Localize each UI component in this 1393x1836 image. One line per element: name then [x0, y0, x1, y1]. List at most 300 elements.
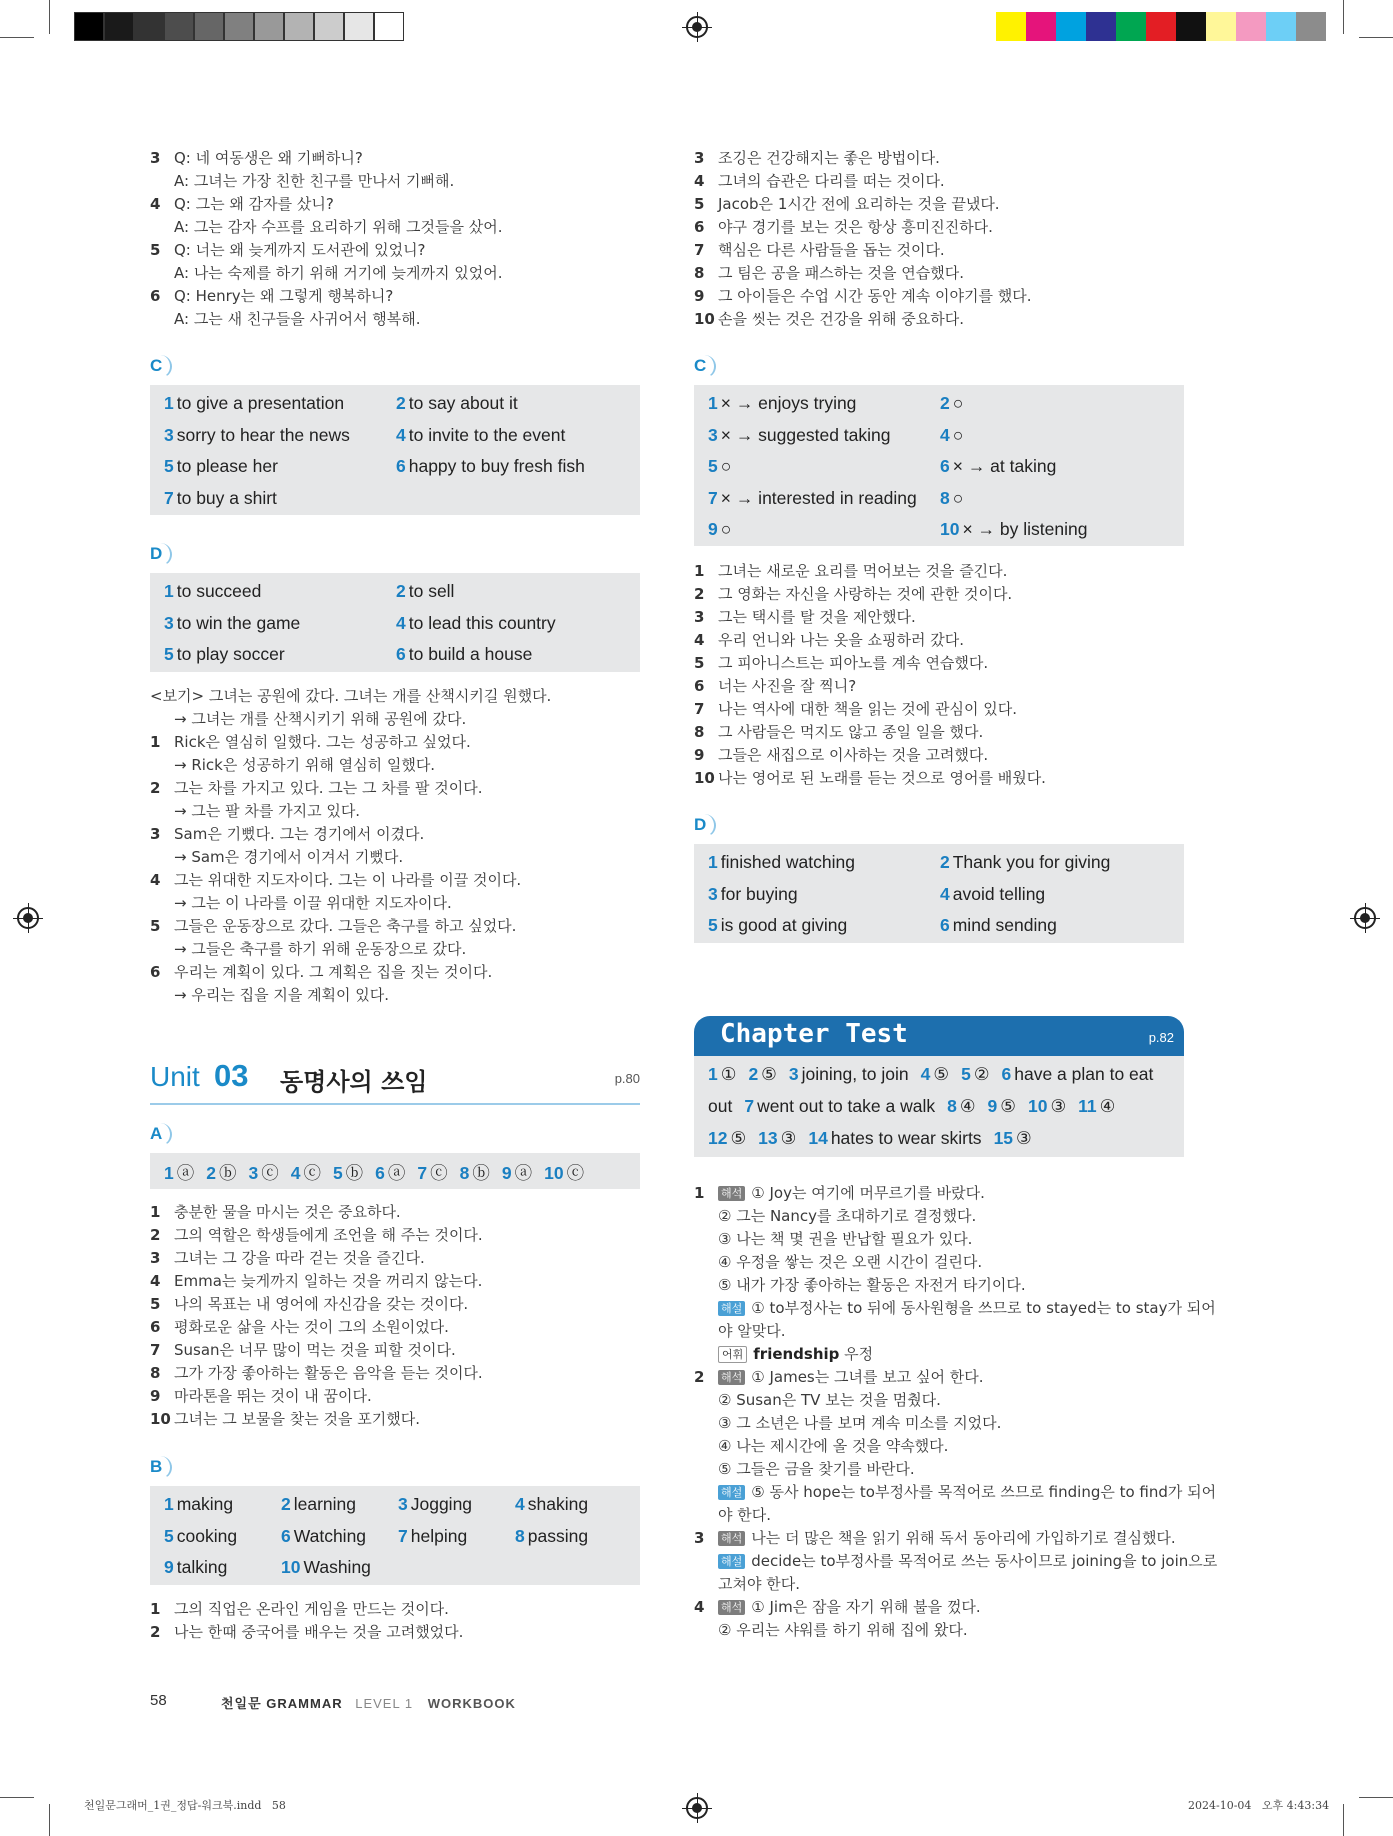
line-text: 그들은 새집으로 이사하는 것을 고려했다. — [718, 746, 989, 764]
line-text: Sam은 기뻤다. 그는 경기에서 이겼다. — [174, 825, 425, 843]
answer-item — [281, 1526, 366, 1547]
answer-number: 1 — [164, 1494, 174, 1514]
line-text: 야구 경기를 보는 것은 항상 흥미진진하다. — [718, 218, 993, 236]
unit-title: 동명사의 쓰임 — [280, 1068, 428, 1096]
text-line — [694, 193, 1000, 216]
line-text: 우정 — [839, 1345, 874, 1363]
line-text: 손을 씻는 것은 건강을 위해 중요하다. — [718, 310, 964, 328]
answer-text: helping — [410, 1525, 468, 1546]
text-line — [694, 170, 945, 193]
answer-item — [291, 1163, 321, 1183]
text-line — [694, 560, 1007, 583]
answer-text: ⑤ — [761, 1064, 777, 1084]
text-line — [150, 846, 403, 869]
line-text: ③ 그 소년은 나를 보며 계속 미소를 지었다. — [718, 1414, 1002, 1432]
text-line — [150, 823, 424, 846]
line-text: 그는 위대한 지도자이다. 그는 이 나라를 이끌 것이다. — [174, 871, 522, 889]
line-text: 그가 가장 좋아하는 활동은 음악을 듣는 것이다. — [174, 1364, 483, 1382]
line-number: 3 — [694, 149, 705, 167]
answer-text: ○ — [720, 519, 732, 539]
answer-number: 8 — [940, 487, 950, 508]
text-line — [150, 216, 503, 239]
answer-text: ⑤ — [730, 1128, 747, 1148]
unit-page-ref: p.80 — [614, 1071, 640, 1086]
text-line — [150, 1385, 372, 1408]
answer-text: passing — [527, 1525, 589, 1546]
line-number: 3 — [150, 1249, 161, 1267]
answer-item — [789, 1064, 909, 1084]
section-d-label: D — [149, 543, 172, 566]
answer-number: 6 — [375, 1163, 385, 1183]
answer-item — [248, 1163, 278, 1183]
text-line — [150, 1201, 401, 1224]
line-number: 9 — [694, 746, 705, 764]
answer-number: 7 — [164, 487, 174, 508]
text-line — [150, 1339, 456, 1362]
answer-item — [396, 456, 585, 477]
answer-item — [1002, 1064, 1154, 1084]
text-line — [150, 1362, 483, 1385]
answer-number: 2 — [748, 1064, 759, 1084]
text-line — [150, 262, 503, 285]
answer-item — [164, 393, 344, 414]
answer-text: to invite to the event — [408, 424, 566, 445]
answer-item — [164, 1494, 233, 1515]
answer-number: 3 — [164, 424, 174, 445]
answer-number: 8 — [947, 1096, 957, 1116]
crop-mark — [49, 0, 50, 34]
line-number: 7 — [150, 1341, 161, 1359]
explanation-tag: 해석 — [718, 1186, 745, 1201]
answer-number: 7 — [744, 1096, 755, 1116]
answer-text: ① — [720, 1064, 737, 1084]
answer-item — [1028, 1096, 1066, 1116]
text-line — [150, 731, 471, 754]
line-text: ② 그는 Nancy를 초대하기로 결정했다. — [718, 1207, 977, 1225]
line-text: 그 영화는 자신을 사랑하는 것에 관한 것이다. — [718, 585, 1013, 603]
text-line — [694, 1458, 915, 1481]
text-line — [150, 1247, 425, 1270]
line-text: → 우리는 집을 지을 계획이 있다. — [174, 986, 390, 1004]
line-text: → Sam은 경기에서 이겨서 기뻤다. — [174, 848, 404, 866]
text-line — [150, 892, 452, 915]
answer-number: 3 — [248, 1163, 259, 1183]
gray-swatch — [134, 12, 164, 41]
text-line — [150, 1224, 483, 1247]
section-d-answer-box — [694, 844, 1184, 943]
line-number: 6 — [150, 1318, 161, 1336]
answer-item — [164, 581, 261, 602]
crop-mark — [0, 37, 34, 38]
answer-number: 5 — [708, 456, 718, 476]
answer-number: 3 — [398, 1494, 408, 1514]
text-line — [694, 1205, 976, 1228]
text-line — [694, 1274, 1026, 1297]
answer-text: to lead this country — [408, 612, 556, 633]
text-line — [150, 285, 393, 308]
answer-number: 15 — [993, 1128, 1014, 1148]
crop-mark — [49, 1804, 50, 1836]
line-text: Rick은 열심히 일했다. 그는 성공하고 싶었다. — [174, 733, 471, 751]
line-text: → 그는 이 나라를 이끌 위대한 지도자이다. — [174, 894, 452, 912]
line-number: 4 — [694, 172, 705, 190]
text-line — [150, 777, 483, 800]
text-line — [694, 767, 1046, 790]
answer-text: ○ — [720, 456, 732, 476]
unit-header — [150, 1057, 640, 1105]
text-line — [694, 147, 940, 170]
section-b-label: B — [149, 1456, 172, 1479]
answer-number: 13 — [758, 1128, 778, 1148]
text-line — [150, 1293, 468, 1316]
line-text: 그는 택시를 탈 것을 제안했다. — [718, 608, 916, 626]
line-number: 5 — [150, 917, 161, 935]
gray-swatch — [374, 12, 404, 41]
footer-level: LEVEL 1 — [355, 1696, 414, 1711]
answer-text: × → by listening — [962, 519, 1088, 539]
text-line — [694, 1389, 941, 1412]
answer-item — [164, 456, 278, 477]
text-line — [694, 1504, 771, 1527]
footer-book-title — [221, 1693, 516, 1712]
answer-number: 2 — [281, 1494, 291, 1514]
gray-swatch — [224, 12, 254, 41]
page-number: 58 — [150, 1692, 167, 1709]
answer-number: 9 — [987, 1096, 998, 1116]
answer-item — [940, 915, 1057, 936]
text-line — [694, 1228, 972, 1251]
registration-mark-icon — [686, 16, 708, 38]
answer-number: 6 — [281, 1525, 291, 1546]
answer-text: ⓒ — [566, 1163, 585, 1183]
line-text: → 그는 팔 차를 가지고 있다. — [174, 802, 361, 820]
section-c-label: C — [149, 355, 172, 378]
line-text: ① Jim은 잠을 자기 위해 불을 껐다. — [751, 1598, 981, 1616]
answer-text: happy to buy fresh fish — [408, 456, 585, 476]
answer-text: cooking — [176, 1525, 238, 1546]
text-line — [694, 262, 964, 285]
line-text: → Rick은 성공하기 위해 열심히 일했다. — [174, 756, 436, 774]
line-text: ④ 나는 제시간에 올 것을 약속했다. — [718, 1437, 949, 1455]
answer-number: 3 — [708, 883, 718, 904]
answer-text: Washing — [303, 1557, 371, 1577]
line-text: 너는 사진을 잘 찍니? — [718, 677, 857, 695]
text-line — [150, 800, 360, 823]
answer-text: ⓒ — [303, 1163, 321, 1183]
text-line — [150, 170, 454, 193]
line-text: 그녀의 습관은 다리를 떠는 것이다. — [718, 172, 945, 190]
answer-text: ⓒ — [261, 1163, 279, 1183]
color-swatch — [1086, 12, 1116, 41]
line-text: 핵심은 다른 사람들을 돕는 것이다. — [718, 241, 945, 259]
section-c-answer-box — [694, 385, 1184, 546]
answer-item — [708, 519, 731, 540]
answer-text: ④ — [1099, 1096, 1116, 1116]
answer-item — [708, 852, 855, 873]
line-number: 1 — [694, 1184, 705, 1202]
line-text: 고쳐야 한다. — [718, 1575, 800, 1593]
explanation-tag: 해석 — [718, 1370, 745, 1385]
answer-number: 8 — [459, 1163, 470, 1183]
gray-swatch — [314, 12, 344, 41]
color-swatch — [1296, 12, 1326, 41]
registration-mark-icon — [686, 1797, 708, 1819]
answer-number: 1 — [164, 393, 174, 413]
answer-text: have a plan to eat — [1014, 1064, 1154, 1084]
answer-text: ⓑ — [218, 1163, 237, 1183]
answer-item — [396, 425, 565, 446]
answer-number: 5 — [164, 1525, 174, 1546]
line-text: ① Joy는 여기에 머무르기를 바랐다. — [751, 1184, 985, 1202]
answer-number: 6 — [396, 644, 406, 664]
line-number: 1 — [150, 1203, 161, 1221]
line-text: ③ 나는 책 몇 권을 반납할 필요가 있다. — [718, 1230, 973, 1248]
answer-number: 1 — [164, 1163, 174, 1183]
answer-number: 11 — [1078, 1096, 1097, 1116]
answer-row — [708, 1064, 1165, 1085]
answer-item — [947, 1096, 975, 1116]
text-line — [694, 1320, 786, 1343]
line-text: 나는 더 많은 책을 읽기 위해 독서 동아리에 가입하기로 결심했다. — [751, 1529, 1176, 1547]
answer-item — [398, 1526, 467, 1547]
answer-text: to say about it — [408, 393, 518, 413]
answer-item — [398, 1494, 472, 1515]
answer-number: 4 — [940, 883, 950, 904]
text-line — [694, 744, 988, 767]
answer-row — [708, 1128, 1044, 1149]
line-number: 4 — [150, 195, 161, 213]
crop-mark — [1359, 37, 1393, 38]
line-number: 4 — [150, 871, 161, 889]
color-swatch — [1116, 12, 1146, 41]
answer-number: 2 — [940, 393, 950, 413]
line-text: 그들은 운동장으로 갔다. 그들은 축구를 하고 싶었다. — [174, 917, 517, 935]
answer-number: 6 — [1001, 1064, 1012, 1084]
answer-item — [460, 1163, 490, 1183]
text-line — [694, 239, 945, 262]
line-number: 5 — [694, 654, 705, 672]
answer-item — [206, 1163, 236, 1183]
line-text: 그녀는 새로운 요리를 먹어보는 것을 즐긴다. — [718, 562, 1008, 580]
answer-row — [164, 1160, 596, 1185]
explanation-tag: 해석 — [718, 1531, 745, 1546]
text-line — [150, 1598, 449, 1621]
section-c-answer-box — [150, 385, 640, 515]
answer-text: for buying — [720, 883, 798, 904]
crop-mark — [1343, 0, 1344, 34]
text-line — [694, 652, 988, 675]
line-text: 나는 한때 중국어를 배우는 것을 고려했었다. — [174, 1623, 464, 1641]
answer-text: ④ — [959, 1096, 976, 1116]
line-number: 5 — [694, 195, 705, 213]
line-text: → 그들은 축구를 하기 위해 운동장으로 갔다. — [174, 940, 467, 958]
text-line — [694, 1251, 982, 1274]
answer-number: 1 — [164, 581, 174, 601]
line-number: 7 — [694, 700, 705, 718]
explanation-tag: 해설 — [718, 1554, 745, 1569]
line-number: 2 — [150, 1623, 161, 1641]
line-text: 그 사람들은 먹지도 않고 종일 일을 했다. — [718, 723, 984, 741]
gray-swatch — [74, 12, 104, 41]
line-number: 2 — [694, 1368, 705, 1386]
text-line — [694, 1573, 800, 1596]
crop-mark — [1359, 1797, 1393, 1798]
answer-item — [396, 581, 454, 602]
answer-text: × → interested in reading — [720, 487, 917, 508]
answer-number: 12 — [708, 1128, 728, 1148]
answer-text: ⓐ — [387, 1163, 406, 1183]
answer-number: 4 — [940, 424, 950, 445]
text-line — [150, 1270, 482, 1293]
answer-text: finished watching — [720, 852, 855, 872]
answer-text: ③ — [1050, 1096, 1067, 1116]
answer-text: Watching — [293, 1525, 367, 1546]
answer-item — [396, 393, 518, 414]
answer-number: 10 — [1027, 1096, 1048, 1116]
line-number: 5 — [150, 1295, 161, 1313]
text-line — [150, 961, 492, 984]
answer-text: to play soccer — [176, 644, 285, 664]
text-line — [694, 1596, 981, 1619]
answer-item — [502, 1163, 532, 1183]
line-number: 8 — [694, 723, 705, 741]
color-swatch — [1056, 12, 1086, 41]
answer-text: to sell — [408, 581, 455, 601]
answer-item — [708, 456, 731, 477]
answer-text: to win the game — [176, 612, 301, 633]
color-swatch — [1206, 12, 1236, 41]
answer-text: ⑤ — [1000, 1096, 1016, 1116]
answer-item — [375, 1163, 405, 1183]
line-number: 2 — [150, 1226, 161, 1244]
answer-text: ⓒ — [430, 1163, 448, 1183]
answer-item — [708, 425, 891, 446]
answer-text: ⓑ — [472, 1163, 490, 1183]
answer-text: ○ — [952, 424, 964, 445]
text-line — [694, 1182, 985, 1205]
answer-number: 8 — [515, 1525, 525, 1546]
answer-text: to please her — [176, 456, 278, 476]
line-number: 1 — [150, 1600, 161, 1618]
answer-number: 5 — [164, 644, 174, 664]
answer-item — [940, 852, 1110, 873]
line-text: 나는 역사에 대한 책을 읽는 것에 관심이 있다. — [718, 700, 1017, 718]
answer-number: 4 — [920, 1064, 931, 1084]
line-number: 9 — [150, 1387, 161, 1405]
section-a-answer-box — [150, 1153, 640, 1189]
line-number: 10 — [150, 1410, 171, 1428]
answer-item — [708, 488, 917, 509]
line-text: ② Susan은 TV 보는 것을 멈췄다. — [718, 1391, 941, 1409]
text-line — [150, 685, 551, 708]
line-text: 그 아이들은 수업 시간 동안 계속 이야기를 했다. — [718, 287, 1032, 305]
answer-item — [164, 488, 277, 509]
color-swatch — [1176, 12, 1206, 41]
answer-item — [940, 884, 1045, 905]
line-number: 6 — [150, 963, 161, 981]
line-text: 그 피아니스트는 피아노를 계속 연습했다. — [718, 654, 989, 672]
answer-item — [994, 1128, 1032, 1148]
line-text: → 그녀는 개를 산책시키기 위해 공원에 갔다. — [174, 710, 467, 728]
answer-item — [708, 884, 798, 905]
line-text: <보기> 그녀는 공원에 갔다. 그녀는 개를 산책시키길 원했다. — [150, 687, 552, 705]
gray-swatch — [194, 12, 224, 41]
answer-item — [988, 1096, 1016, 1116]
gray-swatch — [164, 12, 194, 41]
answer-item — [396, 644, 532, 665]
answer-item — [940, 393, 963, 414]
gray-swatch — [344, 12, 374, 41]
answer-item — [940, 456, 1056, 477]
text-line — [150, 938, 466, 961]
footer-workbook: WORKBOOK — [427, 1696, 516, 1711]
text-line — [694, 606, 916, 629]
line-text: Q: 그는 왜 감자를 샀니? — [174, 195, 334, 213]
line-text: 그녀는 그 보물을 찾는 것을 포기했다. — [174, 1410, 420, 1428]
answer-item — [758, 1128, 796, 1148]
answer-text: × → enjoys trying — [720, 393, 857, 413]
answer-number: 7 — [417, 1163, 428, 1183]
text-line — [694, 583, 1012, 606]
text-line — [694, 675, 856, 698]
answer-number: 1 — [708, 1064, 718, 1084]
answer-item — [808, 1128, 981, 1148]
registration-mark-icon — [17, 907, 39, 929]
line-number: 10 — [694, 310, 715, 328]
text-line — [150, 193, 334, 216]
answer-number: 4 — [515, 1494, 525, 1514]
answer-item — [748, 1064, 776, 1084]
text-line — [694, 1527, 1176, 1550]
gray-swatch — [284, 12, 314, 41]
answer-row — [708, 1096, 1127, 1117]
answer-number: 4 — [396, 424, 406, 445]
answer-item — [164, 644, 285, 665]
answer-text: ⓐ — [176, 1163, 195, 1183]
line-text: Susan은 너무 많이 먹는 것을 피할 것이다. — [174, 1341, 456, 1359]
line-number: 5 — [150, 241, 161, 259]
answer-number: 10 — [281, 1557, 301, 1577]
answer-item — [333, 1163, 363, 1183]
crop-mark — [1343, 1804, 1344, 1836]
chapter-test-answer-box — [694, 1056, 1184, 1157]
line-number: 3 — [694, 608, 705, 626]
gray-swatch — [104, 12, 134, 41]
color-swatch — [1146, 12, 1176, 41]
answer-number: 9 — [501, 1163, 512, 1183]
line-text: 평화로운 삶을 사는 것이 그의 소원이었다. — [174, 1318, 449, 1336]
answer-text: ⓑ — [345, 1163, 364, 1183]
answer-text: to give a presentation — [176, 393, 345, 413]
explanation-tag: 해석 — [718, 1600, 745, 1615]
line-text: ① to부정사는 to 뒤에 동사원형을 쓰므로 to stayed는 to stay가 되어 — [751, 1299, 1216, 1317]
answer-text: ⑤ — [933, 1064, 950, 1084]
line-text: 야 알맞다. — [718, 1322, 786, 1340]
answer-text: × → suggested taking — [720, 424, 891, 445]
answer-item — [164, 613, 300, 634]
answer-text: mind sending — [952, 915, 1057, 935]
text-line — [694, 1435, 948, 1458]
answer-number: 5 — [332, 1163, 343, 1183]
text-line — [150, 754, 435, 777]
answer-number: 4 — [290, 1163, 301, 1183]
answer-item — [940, 425, 963, 446]
line-text: A: 나는 숙제를 하기 위해 거기에 늦게까지 있었어. — [174, 264, 503, 282]
line-number: 10 — [694, 769, 715, 787]
text-line — [150, 1316, 449, 1339]
answer-number: 6 — [396, 456, 406, 476]
answer-item — [281, 1494, 356, 1515]
